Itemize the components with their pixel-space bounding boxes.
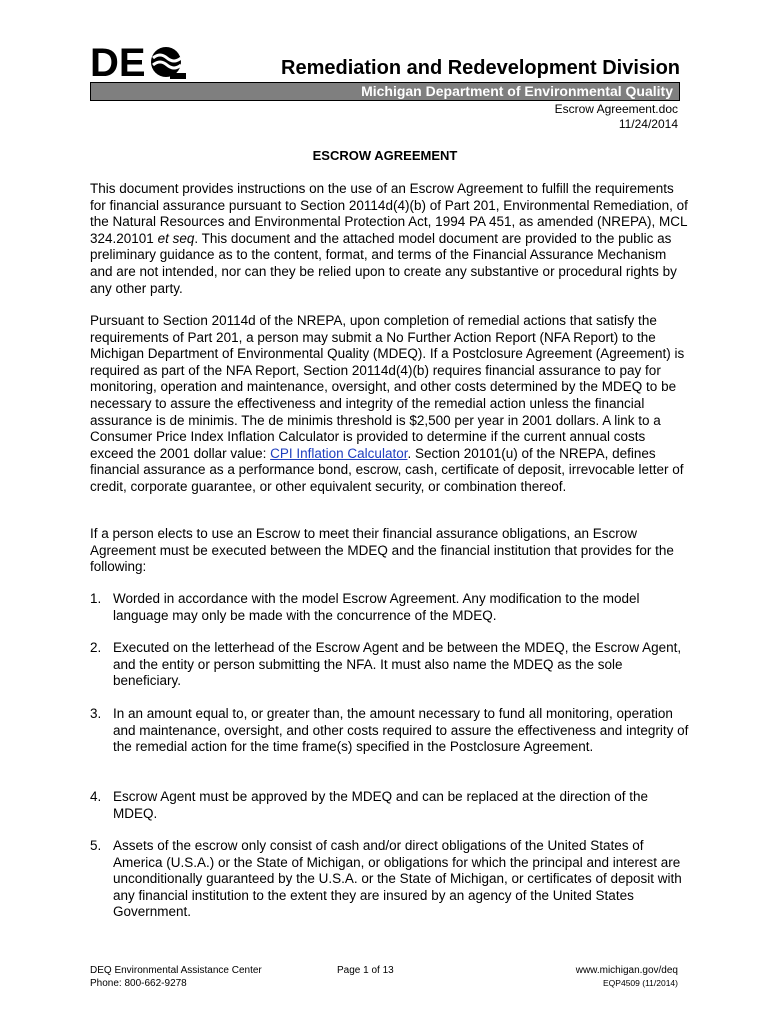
intro-text-end: . This document and the attached model document are provided to the public as preliminary guidance as to the content, format, and terms of the Financial Assurance Mechanism and are not intended, nor can they be relied upon to create any substantive or procedural rights by any other party. — [90, 230, 677, 296]
footer-form-id: EQP4509 (11/2014) — [603, 978, 678, 988]
intro-paragraph — [90, 181, 690, 297]
cpi-inflation-calculator-link[interactable]: CPI Inflation Calculator — [270, 445, 408, 461]
document-date: 11/24/2014 — [618, 117, 678, 131]
list-item — [90, 706, 690, 756]
footer-right — [576, 964, 678, 990]
list-item-text: Escrow Agent must be approved by the MDEQ and can be replaced at the direction of the MDEQ. — [113, 789, 649, 821]
list-item-text: Worded in accordance with the model Escrow Agreement. Any modification to the model language may only be made with the concurrence of the MDEQ. — [113, 591, 640, 623]
intro-text-italic: et seq — [157, 230, 195, 246]
list-item-number: 4. — [90, 789, 102, 804]
deq-logo — [90, 40, 190, 82]
footer-contact — [90, 964, 262, 990]
intro-text-start: This document provides instructions on the use of an Escrow Agreement to fulfill the requirements for financial assurance pursuant to Section 20114d(4)(b) of Part 201, Environmental Remediation, of the Natural Resources and Environmental Protection Act, 1994 PA 451, as amended (NREPA), MCL 324.20101 — [90, 181, 688, 246]
department-name: Michigan Department of Environmental Quality — [361, 83, 673, 99]
footer-phone: Phone: 800-662-9278 — [90, 978, 187, 989]
escrow-requirements-intro: If a person elects to use an Escrow to meet their financial assurance obligations, an Escrow Agreement must be executed between the MDEQ and the financial institution that provides for the following: — [90, 526, 674, 575]
document-heading: ESCROW AGREEMENT — [312, 148, 458, 163]
list-item-text: In an amount equal to, or greater than, the amount necessary to fund all monitoring, operation and maintenance, oversight, and other costs required to assure the effectiveness and integrity of the remedial action for the time frame(s) specified in the Postclosure Agreement. — [113, 706, 689, 755]
list-item-number: 1. — [90, 591, 102, 606]
document-filename: Escrow Agreement.doc — [554, 102, 678, 116]
document-meta — [555, 102, 678, 132]
footer-website-link[interactable]: www.michigan.gov/deq — [575, 965, 678, 976]
department-banner — [90, 82, 680, 101]
list-item-number: 2. — [90, 640, 102, 655]
division-title: Remediation and Redevelopment Division — [281, 57, 680, 79]
list-item — [90, 640, 690, 690]
footer-page-number: Page 1 of 13 — [337, 965, 394, 976]
financial-assurance-text-end: . Section 20101(u) of the NREPA, defines financial assurance as a performance bond, escrow, cash, certificate of deposit, irrevocable letter of credit, corporate guarantee, or other equivalent security, or combination thereof. — [90, 445, 684, 494]
list-item — [90, 789, 690, 822]
list-item-text: Assets of the escrow only consist of cash and/or direct obligations of the United States of America (U.S.A.) or the State of Michigan, or obligations for which the principal and interest are unconditionally guaranteed by the U.S.A. or the State of Michigan, or certificates of deposit with any financial institution to the extent they are insured by an agency of the United States Government. — [113, 838, 682, 920]
list-item — [90, 838, 690, 921]
footer-center-name: DEQ Environmental Assistance Center — [90, 965, 262, 976]
list-item-number: 3. — [90, 706, 102, 721]
financial-assurance-paragraph — [90, 313, 690, 496]
list-item-number: 5. — [90, 838, 102, 853]
svg-text:DE: DE — [90, 41, 146, 82]
list-item — [90, 591, 690, 624]
list-item-text: Executed on the letterhead of the Escrow Agent and be between the MDEQ, the Escrow Agent, and the entity or person submitting the NFA. It must also name the MDEQ as the sole beneficiary. — [113, 640, 682, 689]
financial-assurance-text-start: Pursuant to Section 20114d of the NREPA, upon completion of remedial actions that satisfy the requirements of Part 201, a person may submit a No Further Action Report (NFA Report) to the Michigan Department of Environmental Quality (MDEQ). If a Postclosure Agreement (Agreement) is required as part of the NFA Report, Section 20114d(4)(b) requires financial assurance to pay for monitoring, operation and maintenance, oversight, and other costs determined by the MDEQ to be necessary to assure the effectiveness and integrity of the remedial action unless the financial assurance is de minimis. The de minimis threshold is $2,500 per year in 2001 dollars. A link to a Consumer Price Index Inflation Calculator is provided to determine if the current annual costs exceed the 2001 dollar value: — [90, 313, 685, 461]
